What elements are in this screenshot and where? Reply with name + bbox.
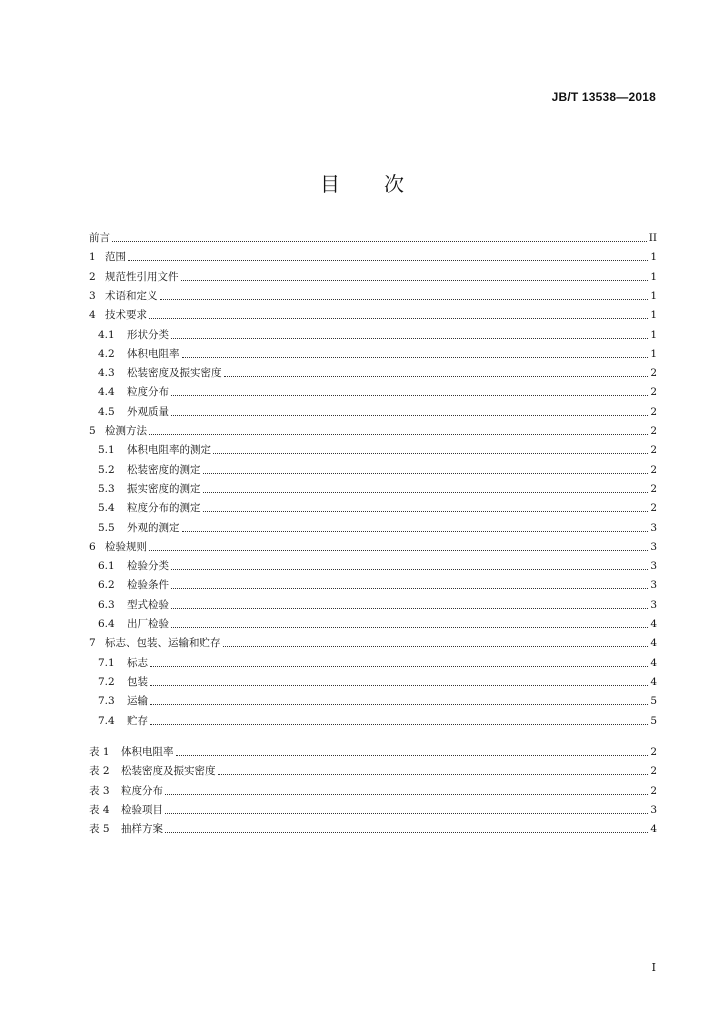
entry-number: 5.1 bbox=[98, 444, 115, 457]
entry-label: 运输 bbox=[127, 695, 148, 708]
entry-number: 7.3 bbox=[98, 695, 115, 708]
entry-label: 抽样方案 bbox=[121, 823, 163, 836]
entry-page: 1 bbox=[650, 289, 657, 302]
entry-number: 4.4 bbox=[98, 386, 115, 399]
leader-dots bbox=[165, 831, 648, 833]
entry-label: 检验规则 bbox=[105, 540, 147, 553]
entry-label: 粒度分布的测定 bbox=[127, 502, 201, 515]
leader-dots bbox=[224, 375, 649, 377]
entry-page: 5 bbox=[650, 714, 657, 727]
entry-page: 4 bbox=[650, 618, 657, 630]
entry-number: 2 bbox=[89, 270, 96, 283]
entry-page: 2 bbox=[650, 765, 657, 778]
entry-page: 2 bbox=[650, 463, 657, 476]
toc-entry[interactable] bbox=[89, 400, 657, 418]
entry-page: 3 bbox=[650, 540, 657, 553]
entry-number: 5.2 bbox=[98, 463, 115, 476]
leader-dots bbox=[171, 626, 648, 628]
leader-dots bbox=[203, 472, 649, 474]
entry-page: 2 bbox=[650, 502, 657, 515]
entry-label: 体积电阻率 bbox=[127, 347, 180, 360]
entry-page: 1 bbox=[650, 251, 657, 264]
entry-number: 6.4 bbox=[98, 618, 115, 630]
entry-number: 表 2 bbox=[89, 765, 110, 778]
entry-page: 2 bbox=[650, 425, 657, 437]
leader-dots bbox=[171, 337, 648, 339]
entry-label: 范围 bbox=[105, 251, 126, 264]
toc-entry[interactable] bbox=[89, 651, 657, 669]
leader-dots bbox=[213, 452, 648, 454]
toc-entry[interactable] bbox=[89, 438, 657, 456]
entry-page: 3 bbox=[650, 579, 657, 592]
toc-entry[interactable] bbox=[89, 759, 657, 777]
entry-page: 5 bbox=[650, 695, 657, 708]
leader-dots bbox=[203, 491, 649, 493]
entry-label: 检验条件 bbox=[127, 579, 169, 592]
entry-label: 标志、包装、运输和贮存 bbox=[105, 637, 221, 650]
entry-number: 表 5 bbox=[89, 823, 110, 836]
toc-entry[interactable] bbox=[89, 535, 657, 553]
entry-number: 5 bbox=[89, 425, 96, 437]
entry-label: 松装密度的测定 bbox=[127, 463, 201, 476]
entry-label: 体积电阻率的测定 bbox=[127, 444, 211, 457]
entry-number: 5.4 bbox=[98, 502, 115, 515]
leader-dots bbox=[171, 607, 648, 609]
toc-entry[interactable] bbox=[89, 303, 657, 321]
entry-number: 表 3 bbox=[89, 784, 110, 797]
toc-entry[interactable] bbox=[89, 245, 657, 263]
entry-page: 4 bbox=[650, 656, 657, 669]
leader-dots bbox=[150, 665, 648, 667]
toc-entry[interactable] bbox=[89, 709, 657, 727]
entry-number: 4.1 bbox=[98, 328, 115, 341]
toc-entry[interactable] bbox=[89, 689, 657, 707]
toc-entry[interactable] bbox=[89, 458, 657, 476]
entry-label: 体积电阻率 bbox=[121, 746, 174, 758]
entry-label: 规范性引用文件 bbox=[105, 270, 179, 283]
entry-page: 1 bbox=[650, 270, 657, 283]
entry-number: 6.2 bbox=[98, 579, 115, 592]
entry-label: 技术要求 bbox=[105, 309, 147, 322]
leader-dots bbox=[171, 414, 648, 416]
entry-page: 2 bbox=[650, 482, 657, 495]
leader-dots bbox=[171, 394, 648, 396]
toc-entry[interactable] bbox=[89, 265, 657, 283]
leader-dots bbox=[182, 356, 649, 358]
leader-dots bbox=[150, 703, 648, 705]
entry-number: 表 1 bbox=[89, 746, 110, 758]
entry-label: 振实密度的测定 bbox=[127, 482, 201, 495]
entry-page: 4 bbox=[650, 823, 657, 836]
toc-entry[interactable] bbox=[89, 612, 657, 630]
entry-page: 2 bbox=[650, 386, 657, 399]
leader-dots bbox=[182, 530, 649, 532]
entry-number: 6.1 bbox=[98, 560, 115, 573]
leader-dots bbox=[128, 259, 648, 261]
entry-label: 粒度分布 bbox=[121, 784, 163, 797]
entry-page: 1 bbox=[650, 309, 657, 322]
entry-label: 粒度分布 bbox=[127, 386, 169, 399]
entry-label: 标志 bbox=[127, 656, 148, 669]
entry-number: 7 bbox=[89, 637, 96, 650]
entry-number: 7.4 bbox=[98, 714, 115, 727]
toc-entry[interactable] bbox=[89, 226, 657, 244]
toc-entry[interactable] bbox=[89, 361, 657, 379]
entry-number: 4.3 bbox=[98, 367, 115, 380]
entry-label: 前言 bbox=[89, 232, 110, 244]
entry-page: 3 bbox=[650, 560, 657, 573]
entry-page: 3 bbox=[650, 803, 657, 816]
leader-dots bbox=[149, 549, 648, 551]
entry-page: 2 bbox=[650, 746, 657, 758]
entry-number: 1 bbox=[89, 251, 96, 264]
toc-entry[interactable] bbox=[89, 798, 657, 816]
leader-dots bbox=[149, 317, 648, 319]
leader-dots bbox=[165, 793, 648, 795]
entry-label: 出厂检验 bbox=[127, 618, 169, 630]
toc-entry[interactable] bbox=[89, 380, 657, 398]
entry-number: 表 4 bbox=[89, 803, 110, 816]
entry-label: 型式检验 bbox=[127, 598, 169, 611]
leader-dots bbox=[176, 754, 649, 756]
entry-label: 检验分类 bbox=[127, 560, 169, 573]
toc-entry[interactable] bbox=[89, 740, 657, 758]
entry-label: 外观的测定 bbox=[127, 521, 180, 534]
leader-dots bbox=[218, 773, 649, 775]
entry-number: 3 bbox=[89, 289, 96, 302]
entry-label: 贮存 bbox=[127, 714, 148, 727]
leader-dots bbox=[165, 812, 648, 814]
toc-entry[interactable] bbox=[89, 516, 657, 534]
entry-page: 1 bbox=[650, 347, 657, 360]
entry-number: 7.2 bbox=[98, 675, 115, 688]
leader-dots bbox=[160, 298, 649, 300]
entry-page: 4 bbox=[650, 637, 657, 650]
entry-page: 2 bbox=[650, 784, 657, 797]
toc-entry[interactable] bbox=[89, 779, 657, 797]
entry-label: 松装密度及振实密度 bbox=[121, 765, 216, 778]
leader-dots bbox=[171, 568, 648, 570]
toc-entry[interactable] bbox=[89, 817, 657, 835]
title-char-2: 次 bbox=[384, 172, 404, 196]
entry-page: 1 bbox=[650, 328, 657, 341]
entry-page: 4 bbox=[650, 675, 657, 688]
toc-entry[interactable] bbox=[89, 284, 657, 302]
entry-page: 2 bbox=[650, 444, 657, 457]
entry-label: 包装 bbox=[127, 675, 148, 688]
entry-label: 松装密度及振实密度 bbox=[127, 367, 222, 380]
entry-page: 3 bbox=[650, 521, 657, 534]
entry-page: 2 bbox=[650, 405, 657, 418]
page-title bbox=[0, 168, 724, 197]
entry-number: 4.2 bbox=[98, 347, 115, 360]
entry-number: 4 bbox=[89, 309, 96, 322]
toc-entry[interactable] bbox=[89, 477, 657, 495]
entry-label: 外观质量 bbox=[127, 405, 169, 418]
entry-label: 检验项目 bbox=[121, 803, 163, 816]
toc-entry[interactable] bbox=[89, 573, 657, 591]
leader-dots bbox=[150, 723, 648, 725]
entry-number: 7.1 bbox=[98, 656, 115, 669]
toc-entry[interactable] bbox=[89, 496, 657, 514]
toc-entry[interactable] bbox=[89, 342, 657, 360]
entry-number: 6 bbox=[89, 540, 96, 553]
entry-number: 4.5 bbox=[98, 405, 115, 418]
leader-dots bbox=[203, 510, 649, 512]
entry-number: 5.3 bbox=[98, 482, 115, 495]
toc-entry[interactable] bbox=[89, 670, 657, 688]
entry-page: 2 bbox=[650, 367, 657, 380]
leader-dots bbox=[181, 279, 649, 281]
entry-label: 术语和定义 bbox=[105, 289, 158, 302]
page-number: I bbox=[651, 961, 656, 974]
leader-dots bbox=[171, 587, 648, 589]
entry-number: 6.3 bbox=[98, 598, 115, 611]
toc-entry[interactable] bbox=[89, 323, 657, 341]
toc-entry[interactable] bbox=[89, 631, 657, 649]
toc-entry[interactable] bbox=[89, 419, 657, 437]
toc-entry[interactable] bbox=[89, 554, 657, 572]
entry-page: 3 bbox=[650, 598, 657, 611]
standard-number: JB/T 13538—2018 bbox=[551, 90, 656, 104]
entry-number: 5.5 bbox=[98, 521, 115, 534]
entry-label: 检测方法 bbox=[105, 425, 147, 437]
entry-label: 形状分类 bbox=[127, 328, 169, 341]
leader-dots bbox=[150, 684, 648, 686]
leader-dots bbox=[223, 645, 649, 647]
title-char-1: 目 bbox=[320, 172, 340, 196]
entry-page: II bbox=[648, 232, 657, 244]
toc-entry[interactable] bbox=[89, 593, 657, 611]
leader-dots bbox=[112, 240, 647, 242]
leader-dots bbox=[149, 433, 648, 435]
